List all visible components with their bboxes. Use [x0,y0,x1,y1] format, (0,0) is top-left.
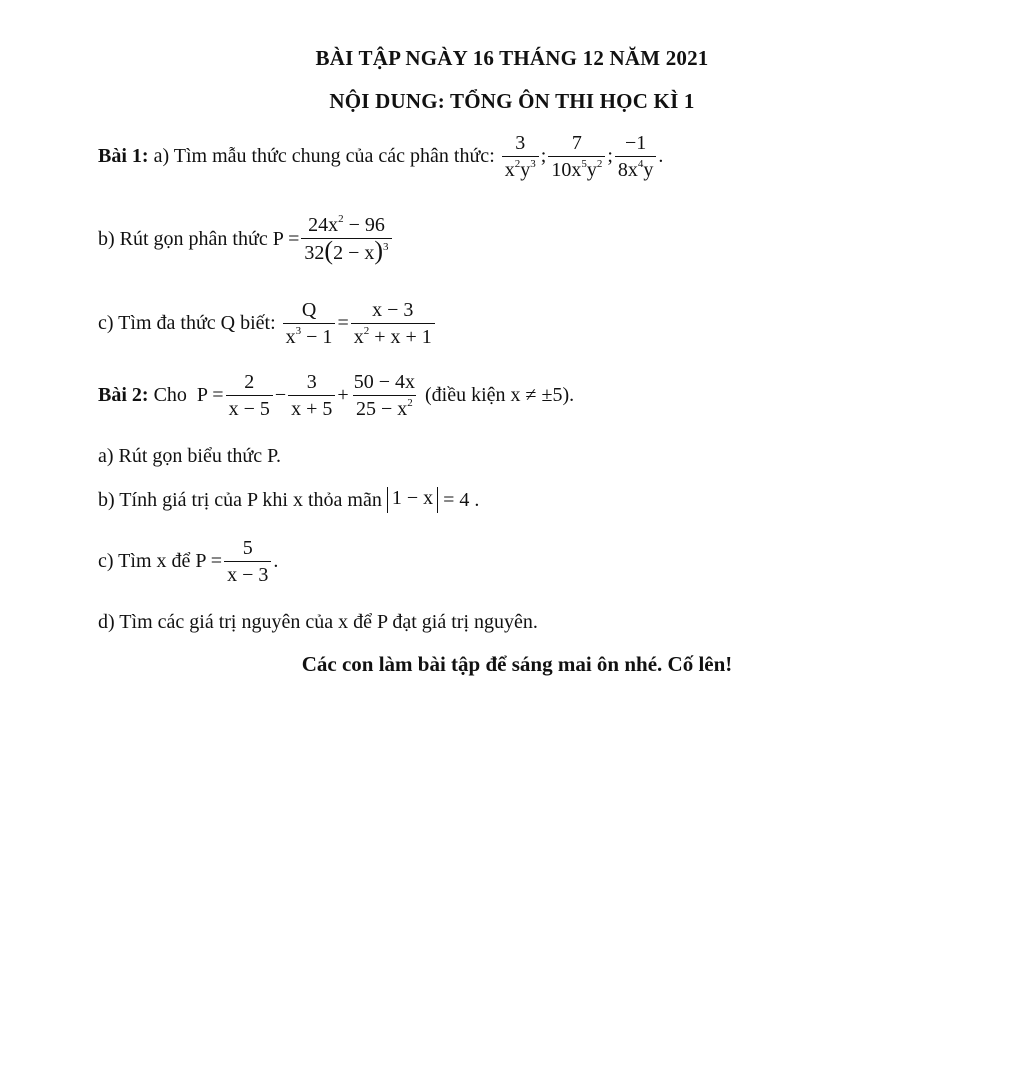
bai2-c-line [98,537,278,586]
bai1-c-text: c) Tìm đa thức Q biết: [98,312,276,334]
bai2-condition-expr: x ≠ ±5 [510,384,563,406]
bai1-b-text: b) Rút gọn phân thức [98,227,268,250]
bai1-a-fractions: $\frac{3}{x^2y^3}$ ; $\frac{7}{10x^5y^2}$ ; $\frac{-1}{8x^4y}$ . [500,132,664,181]
bai2-a-text: a) Rút gọn biểu thức P. [98,445,282,467]
fraction-7-over-10x5y2: $\frac{7}{10x^5y^2}$ [548,132,605,181]
bai2-b-equation: 1 − x = 4 . [387,487,480,513]
worksheet-title: BÀI TẬP NGÀY 16 THÁNG 12 NĂM 2021 [315,46,709,70]
bai2-c-equation: P = $\frac{5}{x - 3}$ . [195,537,279,586]
worksheet-subtitle: NỘI DUNG: TỔNG ÔN THI HỌC KÌ 1 [329,89,695,113]
encouragement-footer: Các con làm bài tập để sáng mai ôn nhé. Cố lên! [301,652,733,676]
bai2-expression: P = $\frac{2}{x - 5}$ − $\frac{3}{x + 5}$ + $\frac{50 - 4x}{25 - x^2}$ [196,371,415,420]
bai1-a-line [98,132,663,181]
bai2-d-text: d) Tìm các giá trị nguyên của x để P đạt giá trị nguyên. [98,611,538,633]
bai1-b-line [98,214,394,264]
bai2-d-line [98,611,538,634]
bai2-c-text: c) Tìm x để [98,550,191,572]
bai1-b-expression: P = $\frac{24x^2 - 96}{32(2 - x)^3}$ [273,214,394,264]
bai2-b-line [98,487,479,513]
bai1-c-line [98,299,437,348]
bai1-label: Bài 1: [98,145,149,167]
bai2-b-text: b) Tính giá trị của P khi x thỏa mãn [98,488,382,511]
fraction-3-over-x2y3: $\frac{3}{x^2y^3}$ [502,132,539,181]
bai2-intro: Cho [153,384,187,406]
fraction-neg1-over-8x4y: $\frac{-1}{8x^4y}$ [615,132,657,181]
bai1-a-text: a) Tìm mẫu thức chung của các phân thức: [153,145,495,167]
bai2-a-line [98,445,281,468]
bai1-c-equation: $\frac{Q}{x^3 - 1}$ = $\frac{x - 3}{x^2 + x + 1}$ [281,299,437,348]
bai2-label: Bài 2: [98,384,149,406]
bai2-line: Bài 2: Cho P = $\frac{2}{x - 5}$ − $\frac{3}{x + 5}$ + $\frac{50 - 4x}{25 - x^2}$ (điều kiện x ≠ ±5 ). [98,371,575,420]
bai2-condition: (điều kiện [424,384,506,406]
